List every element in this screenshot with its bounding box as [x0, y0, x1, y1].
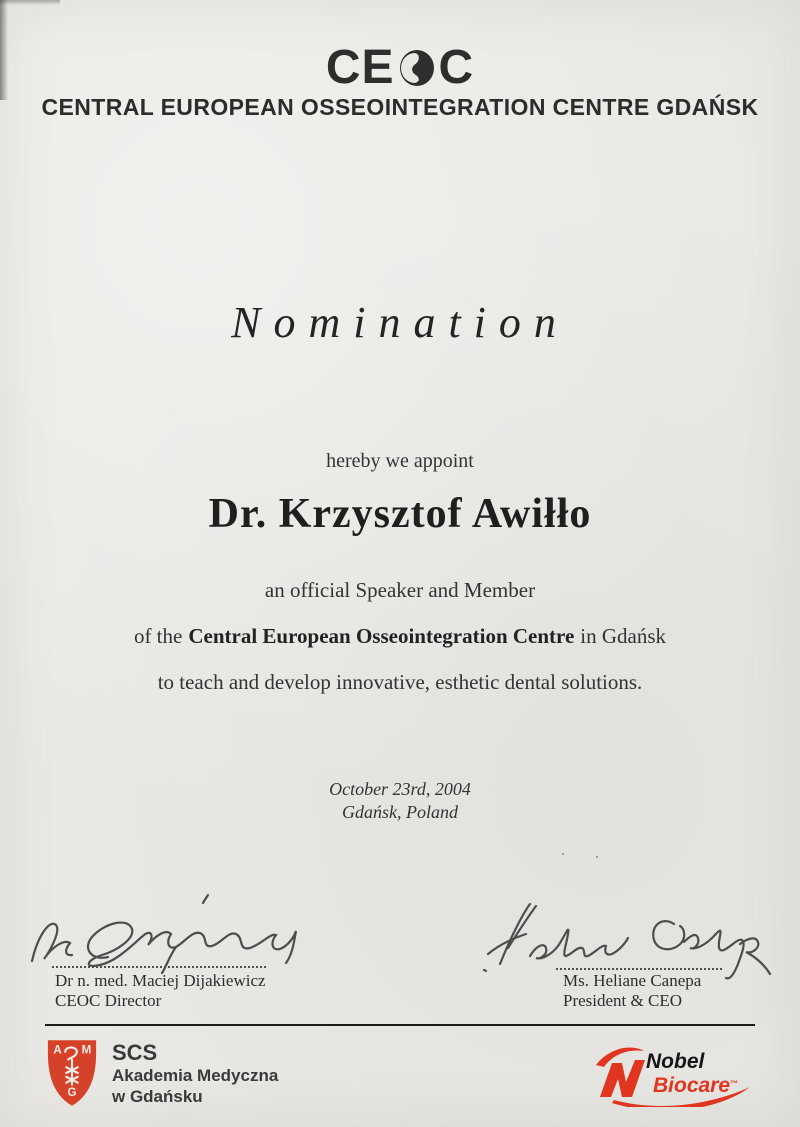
crest-letter-m: M	[81, 1044, 92, 1057]
nobel-biocare-logo	[592, 1045, 768, 1107]
crest-letter-g: G	[67, 1087, 77, 1100]
line2-prefix: of the	[133, 624, 183, 648]
line2-centre-name: Central European Osseointegration Centre	[188, 624, 575, 648]
appointment-line-2	[0, 624, 800, 649]
date-line: October 23rd, 2004	[329, 779, 471, 799]
line2-suffix: in Gdańsk	[580, 624, 667, 648]
signature-line-left	[52, 966, 266, 968]
appointment-line-3: to teach and develop innovative, esthetic dental solutions.	[157, 670, 643, 694]
signatory-right-name: Ms. Heliane Canepa	[563, 971, 702, 990]
signatory-left-name: Dr n. med. Maciej Dijakiewicz	[55, 971, 266, 990]
signature-left-script	[22, 893, 322, 977]
signature-line-right	[556, 968, 722, 970]
ceoc-logo-text-left: CE	[325, 41, 395, 94]
trademark-symbol: ™	[730, 1079, 739, 1088]
organization-name: CENTRAL EUROPEAN OSSEOINTEGRATION CENTRE GDAŃSK	[41, 94, 759, 120]
scs-amg-logo	[45, 1038, 278, 1108]
place-line: Gdańsk, Poland	[342, 802, 458, 822]
certificate-title: Nomination	[231, 298, 569, 347]
nobel-word: Nobel	[646, 1050, 705, 1073]
amg-crest-icon	[45, 1038, 99, 1108]
crest-letter-a: A	[53, 1044, 62, 1057]
intro-line: hereby we appoint	[326, 450, 474, 472]
scs-org-line2: w Gdańsku	[112, 1087, 203, 1106]
scs-acronym: SCS	[112, 1040, 158, 1065]
ceoc-globe-icon	[398, 48, 436, 88]
scs-org-line1: Akademia Medyczna	[112, 1066, 279, 1085]
ceoc-logo-text-right: C	[438, 41, 475, 94]
footer-divider	[45, 1024, 755, 1026]
biocare-word: Biocare	[653, 1074, 731, 1098]
appointment-line-1: an official Speaker and Member	[264, 578, 536, 602]
scan-edge-artifact-top	[0, 0, 60, 5]
scan-speck	[562, 853, 564, 855]
scan-speck	[596, 856, 598, 858]
scs-text-block	[112, 1038, 278, 1107]
signatory-right-title: President & CEO	[563, 991, 682, 1010]
ceoc-logo	[0, 40, 800, 95]
nobel-biocare-text	[646, 1051, 738, 1099]
recipient-name: Dr. Krzysztof Awiłło	[208, 491, 592, 537]
signatory-left-title: CEOC Director	[55, 991, 162, 1010]
date-block	[0, 778, 800, 824]
